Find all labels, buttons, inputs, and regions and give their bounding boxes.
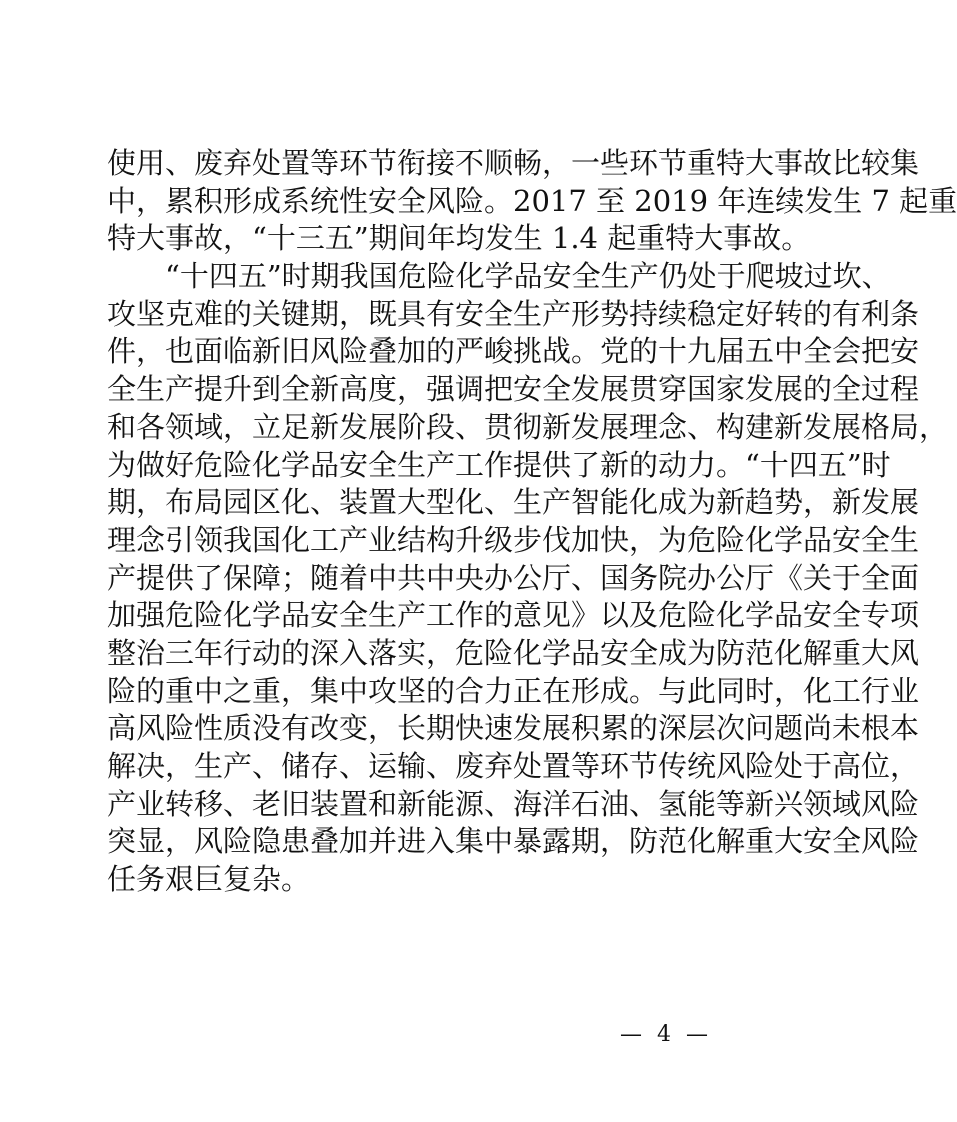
text-line: 高风险性质没有改变，长期快速发展积累的深层次问题尚未根本 (107, 711, 920, 746)
text-line: 和各领域，立足新发展阶段、贯彻新发展理念、构建新发展格局， (107, 409, 949, 444)
text-line: 加强危险化学品安全生产工作的意见》以及危险化学品安全专项 (107, 598, 920, 633)
text-line: 产提供了保障；随着中共中央办公厅、国务院办公厅《关于全面 (107, 560, 920, 595)
paragraph-1 (107, 145, 957, 258)
text-line: 突显，风险隐患叠加并进入集中暴露期，防范化解重大安全风险 (107, 824, 920, 859)
text-line: 为做好危险化学品安全生产工作提供了新的动力。“十四五”时 (107, 447, 891, 482)
document-body (107, 145, 957, 899)
text-line: “十四五”时期我国危险化学品安全生产仍处于爬坡过坎、 (107, 259, 891, 294)
paragraph-2 (107, 258, 949, 899)
text-line: 解决，生产、储存、运输、废弃处置等环节传统风险处于高位， (107, 749, 920, 783)
text-line: 任务艰巨复杂。 (107, 862, 311, 897)
text-line: 攻坚克难的关键期，既具有安全生产形势持续稳定好转的有利条 (107, 296, 920, 331)
page-number: — 4 — (620, 1022, 712, 1047)
text-line: 产业转移、老旧装置和新能源、海洋石油、氢能等新兴领域风险 (107, 786, 920, 821)
text-line: 特大事故，“十三五”期间年均发生 1.4 起重特大事故。 (107, 221, 811, 256)
text-line: 整治三年行动的深入落实，危险化学品安全成为防范化解重大风 (107, 635, 920, 670)
text-line: 全生产提升到全新高度，强调把安全发展贯穿国家发展的全过程 (107, 372, 920, 407)
text-line: 使用、废弃处置等环节衔接不顺畅，一些环节重特大事故比较集 (107, 146, 920, 180)
text-line: 理念引领我国化工产业结构升级步伐加快，为危险化学品安全生 (107, 522, 920, 557)
text-line: 险的重中之重，集中攻坚的合力正在形成。与此同时，化工行业 (107, 673, 920, 708)
text-line: 件，也面临新旧风险叠加的严峻挑战。党的十九届五中全会把安 (107, 334, 920, 369)
text-line: 期，布局园区化、装置大型化、生产智能化成为新趋势，新发展 (107, 485, 920, 520)
text-line: 中，累积形成系统性安全风险。2017 至 2019 年连续发生 7 起重 (107, 183, 957, 218)
